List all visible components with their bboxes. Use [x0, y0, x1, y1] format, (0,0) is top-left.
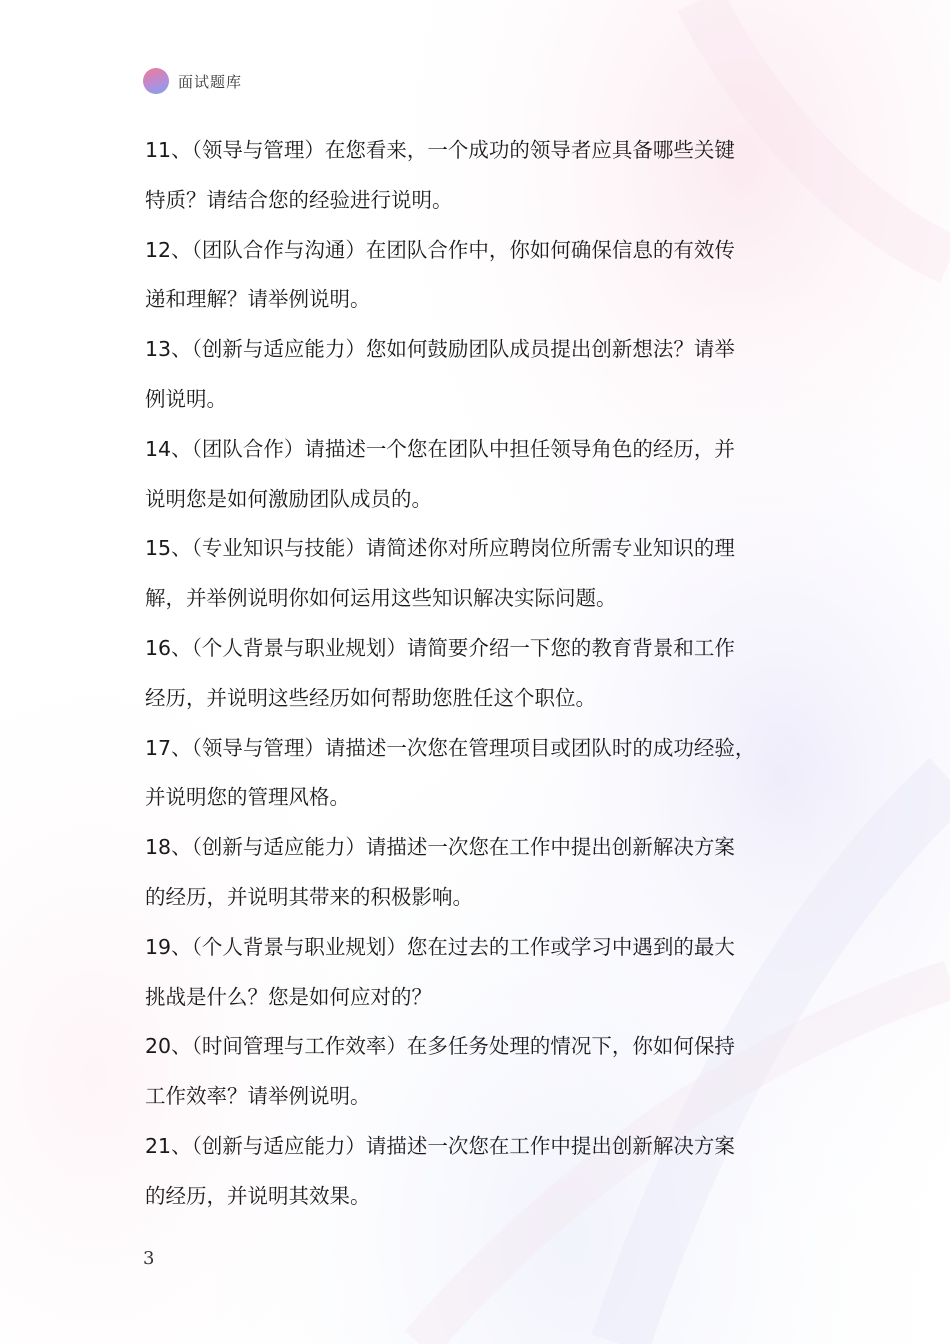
- question-line: 工作效率？请举例说明。: [145, 1084, 371, 1109]
- question-item: [145, 226, 835, 326]
- question-line: 17、（领导与管理）请描述一次您在管理项目或团队时的成功经验，: [145, 735, 756, 760]
- question-line: 16、（个人背景与职业规划）请简要介绍一下您的教育背景和工作: [145, 635, 735, 660]
- question-item: [145, 823, 835, 923]
- question-line: 20、（时间管理与工作效率）在多任务处理的情况下，你如何保持: [145, 1034, 735, 1059]
- question-line: 例说明。: [145, 386, 227, 411]
- question-item: [145, 1122, 835, 1222]
- question-item: [145, 923, 835, 1023]
- question-line: 14、（团队合作）请描述一个您在团队中担任领导角色的经历，并: [145, 436, 735, 461]
- question-line: 解，并举例说明你如何运用这些知识解决实际问题。: [145, 586, 617, 611]
- brand-logo-icon: [143, 68, 169, 94]
- header-title: 面试题库: [178, 72, 243, 91]
- question-line: 18、（创新与适应能力）请描述一次您在工作中提出创新解决方案: [145, 835, 735, 860]
- question-item: [145, 1022, 835, 1122]
- question-item: [145, 425, 835, 525]
- question-item: [145, 325, 835, 425]
- question-line: 13、（创新与适应能力）您如何鼓励团队成员提出创新想法？请举: [145, 337, 735, 362]
- question-line: 并说明您的管理风格。: [145, 785, 350, 810]
- question-line: 特质？请结合您的经验进行说明。: [145, 187, 453, 212]
- page-number: 3: [143, 1248, 155, 1269]
- question-item: [145, 126, 835, 226]
- question-item: [145, 724, 835, 824]
- question-line: 21、（创新与适应能力）请描述一次您在工作中提出创新解决方案: [145, 1133, 735, 1158]
- question-line: 挑战是什么？您是如何应对的？: [145, 984, 432, 1009]
- document-header: [143, 66, 242, 96]
- question-line: 经历，并说明这些经历如何帮助您胜任这个职位。: [145, 685, 596, 710]
- question-item: [145, 524, 835, 624]
- question-line: 11、（领导与管理）在您看来，一个成功的领导者应具备哪些关键: [145, 138, 735, 162]
- question-line: 说明您是如何激励团队成员的。: [145, 486, 432, 511]
- question-line: 12、（团队合作与沟通）在团队合作中，你如何确保信息的有效传: [145, 237, 735, 262]
- question-line: 的经历，并说明其带来的积极影响。: [145, 884, 473, 909]
- question-line: 的经历，并说明其效果。: [145, 1183, 371, 1208]
- question-line: 递和理解？请举例说明。: [145, 287, 371, 312]
- question-list: [145, 126, 835, 1222]
- question-line: 15、（专业知识与技能）请简述你对所应聘岗位所需专业知识的理: [145, 536, 735, 561]
- question-line: 19、（个人背景与职业规划）您在过去的工作或学习中遇到的最大: [145, 934, 735, 959]
- question-item: [145, 624, 835, 724]
